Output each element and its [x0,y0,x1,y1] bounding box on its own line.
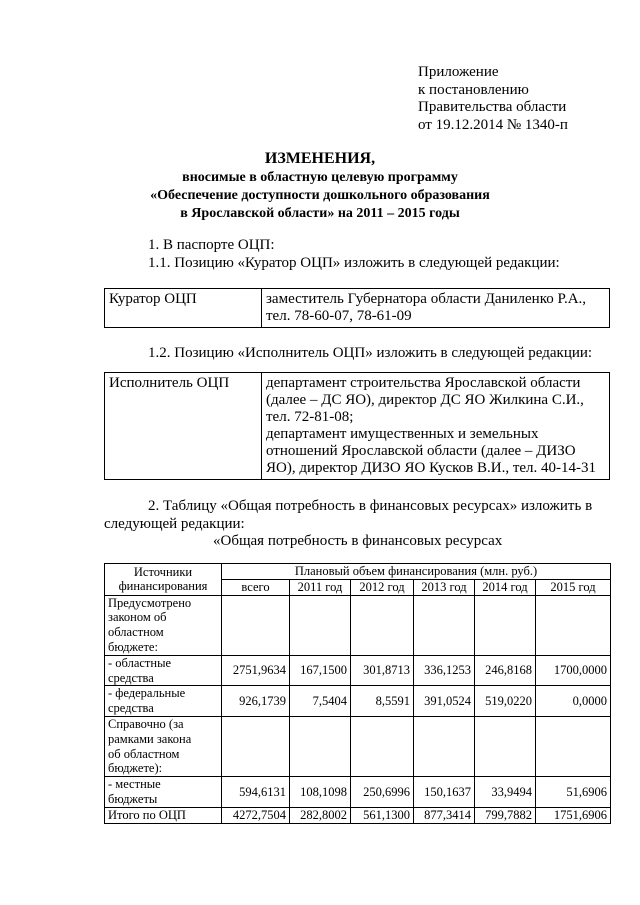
row-label-line: - федеральные [108,686,186,701]
table-cell [290,595,351,655]
row-label-line: законом об [108,610,167,625]
table-cell: 561,1300 [351,807,414,823]
column-header: всего [222,579,290,595]
curator-label: Куратор ОЦП [105,289,262,328]
heading-title: ИЗМЕНЕНИЯ, [264,150,376,167]
row-label [105,595,222,655]
table-cell: 877,3414 [414,807,475,823]
group-header: Плановый объем финансирования (млн. руб.) [222,564,611,580]
heading-line: «Обеспечение доступности дошкольного образования [150,188,490,203]
table-cell: 391,0524 [414,686,475,717]
row-label-line: Итого по ОЦП [108,807,186,822]
row-label [105,655,222,686]
column-header: 2013 год [414,579,475,595]
table-cell [351,716,414,776]
row-label-line: - областные [108,655,172,670]
item-1-2: 1.2. Позицию «Исполнитель ОЦП» изложить в следующей редакции: [148,345,593,361]
appendix-line: от 19.12.2014 № 1340-п [418,116,568,133]
executor-label: Исполнитель ОЦП [105,373,262,480]
table-cell: 167,1500 [290,655,351,686]
table-cell: 7,5404 [290,686,351,717]
source-header-line: финансирования [118,579,208,594]
table-cell [351,595,414,655]
executor-value [262,373,610,480]
table-cell: 301,8713 [351,655,414,686]
table-total-row [105,807,611,823]
table-cell: 108,1098 [290,777,351,808]
executor-line: ЯО), директор ДИЗО ЯО Кусков В.И., тел. 40-14-31 [266,460,597,476]
row-label-line: средства [108,670,154,685]
heading-line: вносимые в областную целевую программу [182,170,458,185]
table-row [105,686,611,717]
row-label-line: бюджете): [108,761,163,776]
table-cell [222,595,290,655]
executor-row [105,373,610,480]
table-cell [290,716,351,776]
table-cell: 246,8168 [475,655,536,686]
table-cell [414,595,475,655]
table-cell: 594,6131 [222,777,290,808]
executor-line: департамент строительства Ярославской области [266,375,581,391]
table-cell: 336,1253 [414,655,475,686]
row-label-line: рамками закона [108,731,192,746]
column-header: 2015 год [536,579,611,595]
item-1: 1. В паспорте ОЦП: [148,237,275,253]
table-header-row [105,564,611,580]
curator-line: тел. 78-60-07, 78-61-09 [266,308,412,324]
appendix-line: Правительства области [418,99,567,115]
table-cell [475,595,536,655]
appendix-line: Приложение [418,64,499,80]
table-cell: 0,0000 [536,686,611,717]
item-1-1: 1.1. Позицию «Куратор ОЦП» изложить в следующей редакции: [148,255,560,271]
document-heading [0,148,640,223]
appendix-line: к постановлению [418,81,529,98]
executor-line: (далее – ДС ЯО), директор ДС ЯО Жилкина С.И., [266,392,584,408]
appendix-block [418,64,568,134]
row-label-line: Предусмотрено [108,595,192,610]
finance-table [104,563,611,824]
heading-line: в Ярославской области» на 2011 – 2015 годы [180,206,460,221]
row-label [105,716,222,776]
table-cell: 926,1739 [222,686,290,717]
table-cell: 33,9494 [475,777,536,808]
row-label-line: Справочно (за [108,716,184,731]
table-row [105,716,611,776]
table-cell: 799,7882 [475,807,536,823]
row-label [105,807,222,823]
table-cell [222,716,290,776]
row-label-line: бюджете: [108,639,158,654]
item-2: 2. Таблицу «Общая потребность в финансовых ресурсах» изложить в [148,498,593,514]
curator-line: заместитель Губернатора области Даниленко Р.А., [266,291,587,307]
row-label-line: - местные [108,777,161,792]
table-cell: 51,6906 [536,777,611,808]
row-label [105,777,222,808]
table-cell: 250,6996 [351,777,414,808]
row-label-line: средства [108,701,154,716]
column-header: 2011 год [290,579,351,595]
executor-line: департамент имущественных и земельных [266,426,539,442]
table-row [105,777,611,808]
row-label-line: бюджеты [108,791,158,806]
table-cell [414,716,475,776]
table-cell: 8,5591 [351,686,414,717]
row-label-line: об областном [108,746,180,761]
table-cell: 4272,7504 [222,807,290,823]
table-cell [536,595,611,655]
executor-line: тел. 72-81-08; [266,409,354,425]
table-cell: 2751,9634 [222,655,290,686]
table-cell: 519,0220 [475,686,536,717]
row-label-line: областном [108,625,164,640]
source-header-line: Источники [133,564,193,579]
executor-line: отношений Ярославской области (далее – ДИЗО [266,443,576,459]
curator-row [105,289,610,328]
item-2-continued: следующей редакции: [104,516,245,532]
table-cell: 150,1637 [414,777,475,808]
table-cell: 1700,0000 [536,655,611,686]
curator-table [104,288,610,328]
curator-value [262,289,610,328]
table-row [105,595,611,655]
row-label [105,686,222,717]
column-header: 2014 год [475,579,536,595]
table-cell: 282,8002 [290,807,351,823]
table-caption: «Общая потребность в финансовых ресурсах [213,533,503,549]
source-header [105,564,222,596]
column-header: 2012 год [351,579,414,595]
table-row [105,655,611,686]
table-cell: 1751,6906 [536,807,611,823]
table-cell [475,716,536,776]
executor-table [104,372,610,480]
table-cell [536,716,611,776]
